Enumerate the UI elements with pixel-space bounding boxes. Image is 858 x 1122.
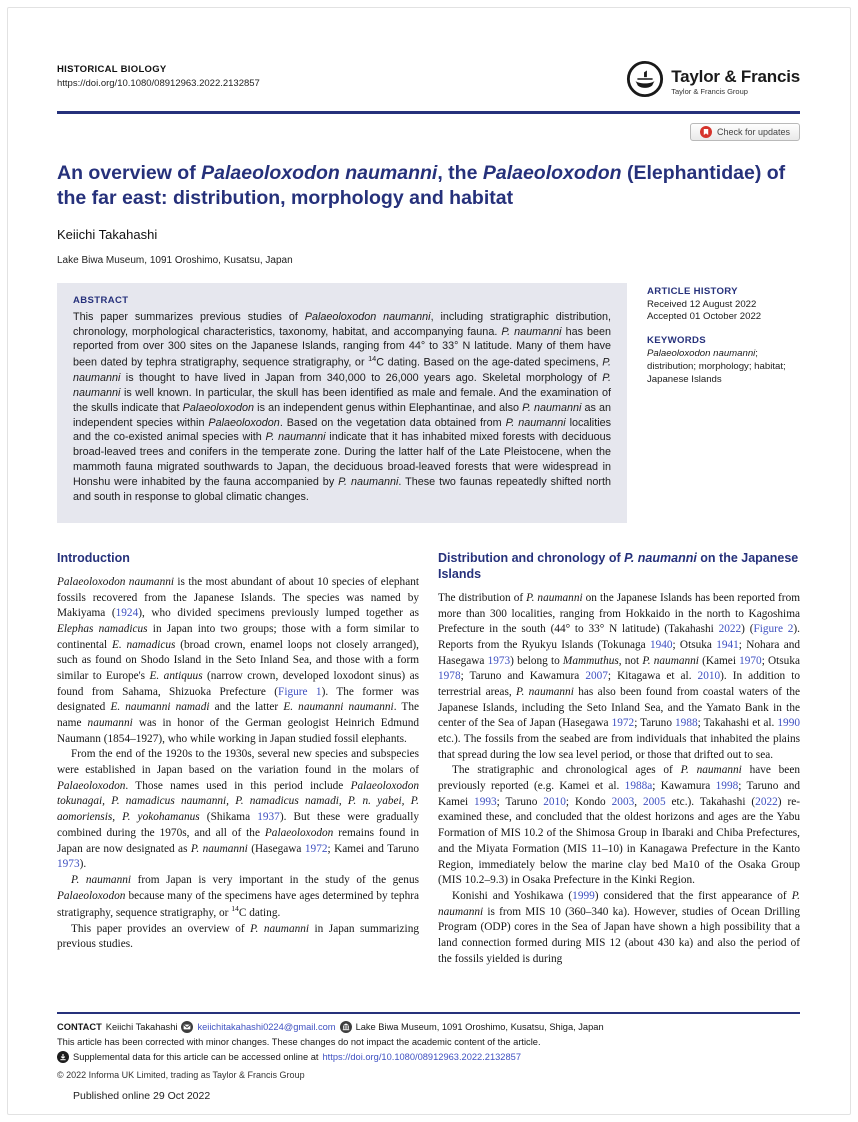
- paragraph: P. naumanni from Japan is very important in the study of the genus Palaeoloxodon because many of the specimens have ages determined by tephra stratigraphy, sequence stratigraphy, or $^{14}$C dating.: [57, 873, 419, 920]
- check-updates-row: [57, 123, 800, 141]
- email-icon: [181, 1021, 193, 1033]
- keywords-list: Palaeoloxodon naumanni; distribution; morphology; habitat; Japanese Islands: [647, 348, 786, 385]
- abstract-text: This paper summarizes previous studies of Palaeoloxodon naumanni, including stratigraphic distribution, chronology, morphological characteristics, taxonomy, habitat, and accompanying fauna. P. naumanni has been reported from over 300 sites on the Japanese Islands, ranging from 44° to 33° N latitude. Many of them have been dated by tephra stratigraphy, sequence stratigraphy, or $^{14}$C dating. Based on the age-dated specimens, P. naumanni is thought to have lived in Japan from 340,000 to 26,000 years ago. Skeletal morphology of P. naumanni is well known. In particular, the skull has been identified as male and female. And the examination of the skulls indicate that Palaeoloxodon is an independent genus within Elephantinae, and also P. naumanni as an independent species within Palaeoloxodon. Based on the vegetation data obtained from P. naumanni localities and the co-existed animal species with P. naumanni indicate that it has inhabited mixed forests with deciduous broad-leaved trees and conifers in the temperate zone. During the latter half of the Late Pleistocene, when the mammoth fauna migrated southwards to Japan, the deciduous broad-leaved forests that were widespread in Honshu were inhabited by the fauna accompanied by P. naumanni. These two faunas repeatedly shifted north and south in response to global climatic changes.: [73, 310, 612, 503]
- journal-info: [57, 64, 260, 89]
- footer-rule: [57, 1012, 800, 1014]
- supplemental-line: [57, 1051, 800, 1063]
- publisher-logo: [626, 60, 800, 103]
- correction-note: This article has been corrected with minor changes. These changes do not impact the academic content of the article.: [57, 1037, 541, 1047]
- published-online-date: Published online 29 Oct 2022: [73, 1090, 211, 1102]
- header-rule: [57, 111, 800, 114]
- crossmark-icon: [700, 126, 712, 138]
- journal-name: HISTORICAL BIOLOGY: [57, 64, 167, 75]
- taylor-francis-ship-icon: [626, 60, 664, 103]
- author-affiliation: Lake Biwa Museum, 1091 Oroshimo, Kusatsu, Japan: [57, 254, 293, 266]
- article-meta-sidebar: [647, 283, 799, 523]
- contact-name: Keiichi Takahashi: [105, 1022, 178, 1032]
- paragraph: Konishi and Yoshikawa (1999) considered that the first appearance of P. naumanni is from MIS 10 (360–340 ka). However, studies of Ocean Drilling Program (ODP) cores in the Sea of Japan have shown a high possibility that a land connection formed during MIS 12 (about 430 ka) and also the period of the fossils yielded is during: [438, 889, 800, 965]
- publisher-name: Taylor & Francis: [671, 66, 800, 86]
- left-column: [57, 550, 419, 1018]
- check-for-updates-button[interactable]: [690, 123, 800, 141]
- keywords: [647, 335, 799, 386]
- contact-email-link[interactable]: keiichitakahashi0224@gmail.com: [197, 1022, 336, 1032]
- article-history-label: ARTICLE HISTORY: [647, 285, 738, 297]
- paragraph: From the end of the 1920s to the 1930s, several new species and subspecies were established in Japan based on the variation found in the molars of Palaeoloxodon. Those names used in this period include Palaeoloxodon tokunagai, P. namadicus naumanni, P. namadicus namadi, P. n. yabei, P. aomoriensis, P. yokohamanus (Shikama 1937). But these were gradually combined during the 1970s, and all of the Palaeoloxodon remains found in Japan are now designated as P. naumanni (Hasegawa 1972; Kamei and Taruno 1973).: [57, 748, 420, 871]
- paragraph: The distribution of P. naumanni on the Japanese Islands has been reported from more than 300 localities, ranging from Hokkaido in the north to Kagoshima Prefecture in the south (44° to 33° N latitude) (Takahashi 2022) (Figure 2). Reports from the Ryukyu Islands (Tokunaga 1940; Otsuka 1941; Nohara and Hasegawa 1973) belong to Mammuthus, not P. naumanni (Kamei 1970; Otsuka 1978; Taruno and Kawamura 2007; Kitagawa et al. 2010). In addition to terrestrial areas, P. naumanni has also been found from coastal waters of the Japanese Islands, including the Seto Inland Sea, and the Yamato Bank in the center of the Sea of Japan (Hasegawa 1972; Taruno 1988; Takahashi et al. 1990 etc.). The fossils from the seabed are from individuals that inhabited the plains that spread during the low sea level period, or those that drifted out to sea.: [438, 591, 800, 761]
- abstract-label: ABSTRACT: [73, 294, 129, 306]
- header: [57, 64, 800, 103]
- author-name: Keiichi Takahashi: [57, 226, 158, 242]
- contact-address: Lake Biwa Museum, 1091 Oroshimo, Kusatsu, Shiga, Japan: [355, 1022, 604, 1032]
- publisher-group: Taylor & Francis Group: [671, 86, 748, 96]
- right-column: [438, 550, 800, 1018]
- abstract-row: [57, 283, 800, 523]
- paragraph: This paper provides an overview of P. naumanni in Japan summarizing previous studies.: [57, 922, 419, 951]
- supplemental-doi-link[interactable]: https://doi.org/10.1080/08912963.2022.2132857: [322, 1052, 521, 1062]
- paragraph: Palaeoloxodon naumanni is the most abundant of about 10 species of elephant fossils recovered from the Japanese Islands. The species was named by Makiyama (1924), who divided specimens previously lumped together as Elephas namadicus in Japan into two groups; those with a form similar to continental E. namadicus (broad crown, enamel loops not closely arranged), such as found on Shodo Island in the Seto Inland Sea, and those with a form similar to Europe's E. antiquus (narrow crown, developed loxodont sinus) as found from Sahama, Shizuoka Prefecture (Figure 1). The former was designated E. naumanni namadi and the latter E. naumanni naumanni. The name naumanni was in honor of the German geologist Heinrich Edmund Naumann (1854–1927), who while working in Japan studied fossil elephants.: [57, 575, 420, 745]
- section-heading-distribution: Distribution and chronology of P. naumanni on the Japanese Islands: [438, 550, 799, 581]
- keywords-label: KEYWORDS: [647, 335, 706, 347]
- journal-doi-link[interactable]: https://doi.org/10.1080/08912963.2022.2132857: [57, 78, 260, 89]
- paragraph: The stratigraphic and chronological ages of P. naumanni have been previously reported (e.g. Kamei et al. 1988a; Kawamura 1998; Taruno and Kamei 1993; Taruno 2010; Kondo 2003, 2005 etc.). Takahashi (2022) re-examined these, and concluded that the oldest horizons and ages are the Yabu Formation of MIS 10.2 of the Shimosa Group in Ibaraki and Chiba Prefectures, and the Miyata Formation (MIS 11–10) in Kanagawa Prefecture in the Kanto Region, immediately below the marine clay bed Ma10 of the Osaka Group (MIS 10.2–9.3) in Osaka Prefecture in the Kinki Region.: [438, 764, 800, 887]
- building-icon: [340, 1021, 352, 1033]
- contact-label: CONTACT: [57, 1022, 102, 1032]
- body-columns: [57, 550, 800, 1018]
- article-title: An overview of Palaeoloxodon naumanni, the Palaeoloxodon (Elephantidae) of the far east: distribution, morphology and habitat: [57, 162, 786, 210]
- copyright-notice: © 2022 Informa UK Limited, trading as Taylor & Francis Group: [57, 1070, 305, 1080]
- check-for-updates-label: Check for updates: [716, 127, 790, 137]
- section-heading-introduction: Introduction: [57, 550, 130, 565]
- supplemental-data-icon: [57, 1051, 69, 1063]
- footer: [57, 1012, 800, 1080]
- abstract-box: [57, 283, 627, 523]
- supplemental-text: Supplemental data for this article can be accessed online at: [73, 1052, 319, 1062]
- accepted-date: Accepted 01 October 2022: [647, 311, 762, 323]
- received-date: Received 12 August 2022: [647, 298, 757, 310]
- publisher-logo-text: [671, 68, 800, 96]
- contact-line: [57, 1021, 800, 1033]
- article-history: [647, 286, 799, 325]
